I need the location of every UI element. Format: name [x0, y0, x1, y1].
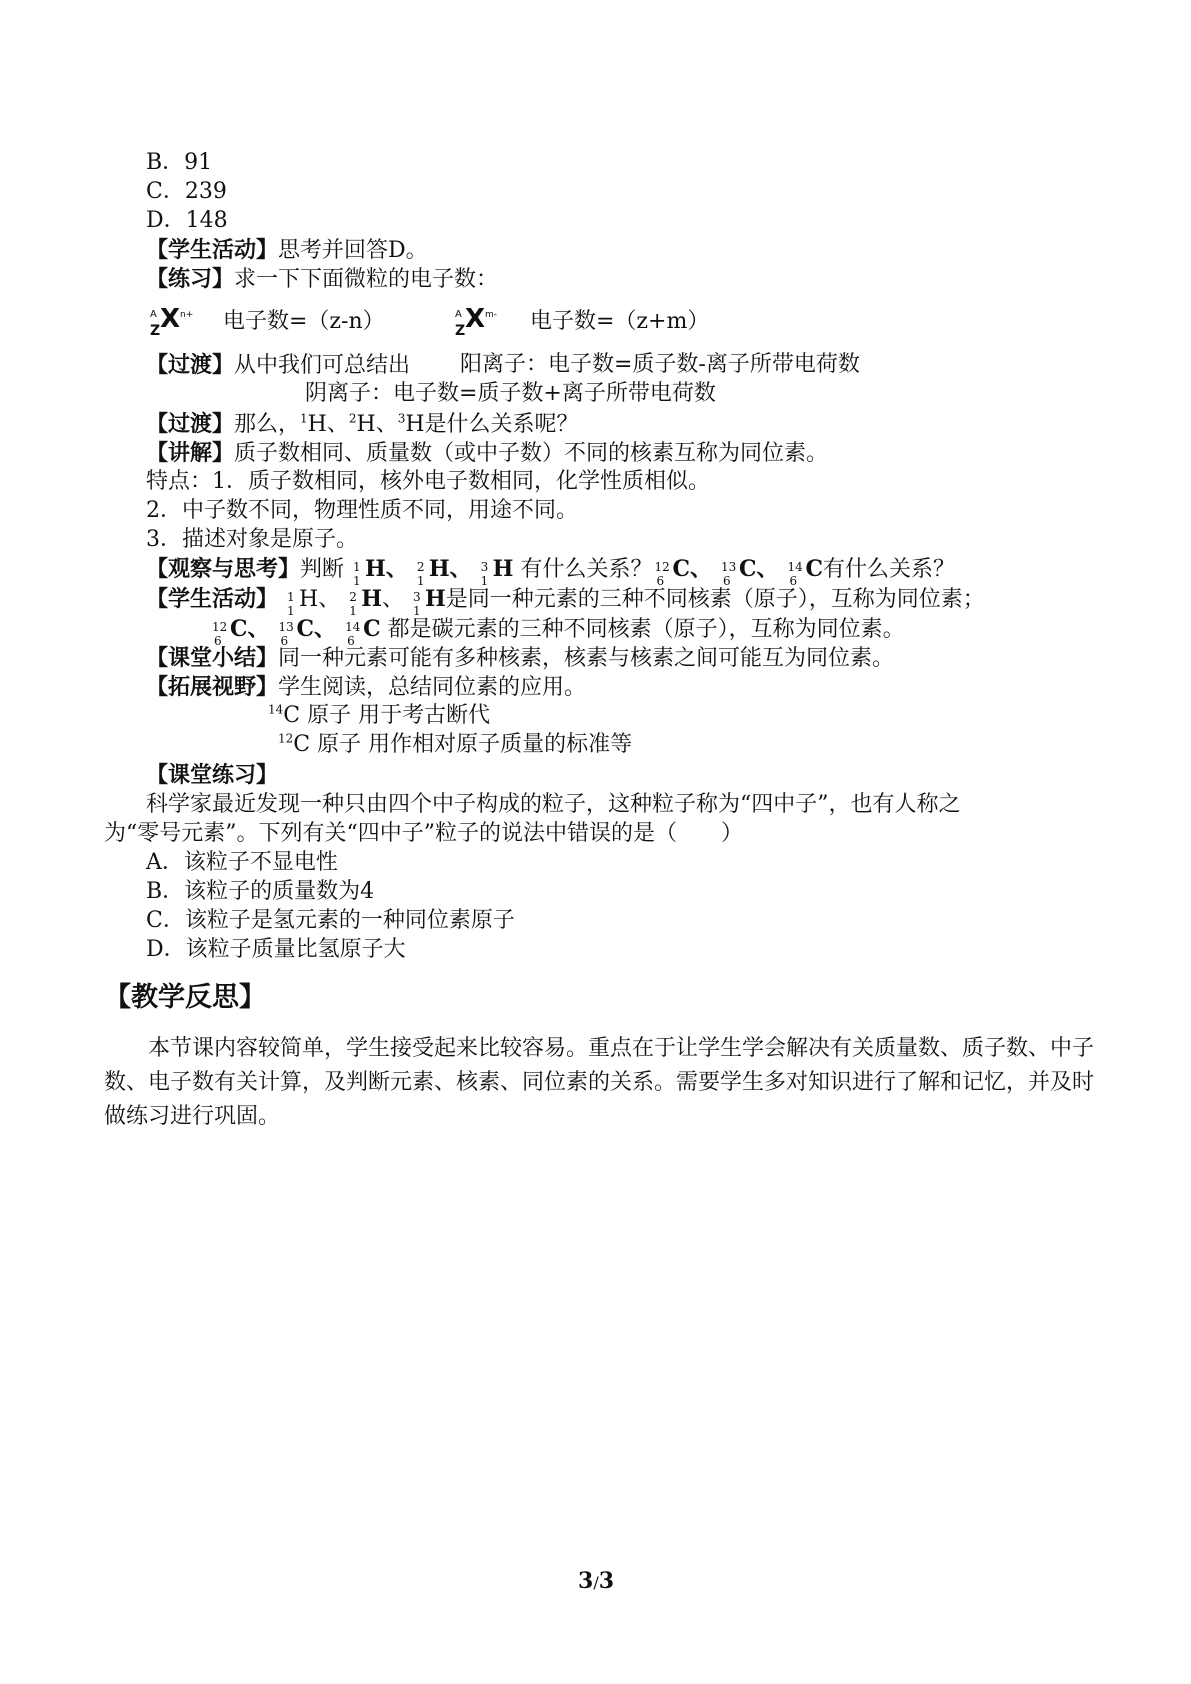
reflection-title: 【教学反思】 — [104, 982, 266, 1013]
element-symbol: X — [465, 304, 486, 334]
atomic-number: Z — [150, 323, 161, 339]
cation-electron-count: 电子数=（z-n） — [223, 309, 385, 334]
section-label: 【课堂小结】 — [146, 645, 279, 671]
feature-3: 3．描述对象是原子。 — [146, 527, 358, 552]
student-activity-2: 【学生活动】 1 1 H、 2 1 H、 3 1 H是同一种元素的三种不同核素（原子），互称为同位素； — [146, 586, 985, 618]
nuclide: 12 6 — [654, 560, 670, 588]
cation-formula — [150, 300, 194, 339]
section-label: 【过渡】 — [146, 352, 235, 378]
section-label: 【观察与思考】 — [146, 556, 301, 582]
section-text: 学生阅读，总结同位素的应用。 — [278, 675, 587, 700]
reflection-text: 本节课内容较简单，学生接受起来比较容易。重点在于让学生学会解决有关质量数、质子数、中子数、电子数有关计算，及判断元素、核素、同位素的关系。需要学生多对知识进行了解和记忆，并及时做练习进行巩固。 — [104, 1036, 1095, 1129]
section-text: 同一种元素可能有多种核素，核素与核素之间可能互为同位素。 — [278, 646, 895, 671]
section-label: 【拓展视野】 — [146, 674, 279, 700]
practice-label: 【课堂练习】 — [146, 762, 279, 788]
section-label: 【练习】 — [146, 266, 235, 292]
section-label: 【讲解】 — [146, 440, 235, 466]
transition-1 — [146, 350, 410, 381]
mass-number: A — [455, 309, 462, 320]
nuclide: 13 6 — [721, 560, 737, 588]
nuclide: 1 1 — [287, 590, 295, 618]
practice-question-2: 为“零号元素”。下列有关“四中子”粒子的说法中错误的是（ ） — [104, 821, 743, 846]
observe: 【观察与思考】判断 1 1 H、 2 1 H、 3 1 H 有什么关系？ 12 6 C、 13 6 C、 14 6 C有什么关系？ — [146, 556, 956, 588]
practice-option-b: B．该粒子的质量数为4 — [146, 879, 375, 904]
feature-1: 特点：1．质子数相同，核外电子数相同，化学性质相似。 — [146, 469, 710, 494]
expand-c14: $^{14}$C 原子 用于考古断代 — [268, 702, 491, 728]
nuclide: 12 6 — [212, 620, 228, 648]
formula-row — [150, 300, 385, 337]
nuclide: 1 1 — [353, 560, 361, 588]
expand-c12: $^{12}$C 原子 用作相对原子质量的标准等 — [278, 731, 633, 757]
charge: n+ — [180, 310, 194, 320]
section-label: 【过渡】 — [146, 411, 235, 437]
transition-2: 【过渡】那么，$^1$H、$^2$H、$^3$H是什么关系呢？ — [146, 411, 579, 437]
option-c: C．239 — [146, 179, 227, 204]
practice-option-c: C．该粒子是氢元素的一种同位素原子 — [146, 908, 515, 933]
element-symbol: X — [160, 304, 181, 334]
explain — [146, 438, 828, 469]
section-text: 质子数相同、质量数（或中子数）不同的核素互称为同位素。 — [234, 441, 829, 466]
atomic-number: Z — [455, 323, 466, 339]
option-b: B．91 — [146, 150, 213, 175]
option-d: D．148 — [146, 208, 228, 233]
practice-option-d: D．该粒子质量比氢原子大 — [146, 937, 406, 962]
mass-number: A — [150, 309, 157, 320]
expand — [146, 672, 586, 703]
anion-rule: 阴离子：电子数=质子数+离子所带电荷数 — [305, 381, 716, 406]
section-label: 【学生活动】 — [146, 237, 279, 263]
anion-formula — [455, 300, 499, 339]
nuclide: 14 6 — [345, 620, 361, 648]
nuclide: 2 1 — [349, 590, 357, 618]
nuclide: 3 1 — [413, 590, 421, 618]
summary — [146, 643, 894, 674]
student-activity-2-line2: 12 6 C、 13 6 C、 14 6 C 都是碳元素的三种不同核素（原子），互称为同位素。 — [212, 616, 905, 648]
anion-electron-count: 电子数=（z+m） — [530, 309, 710, 334]
nuclide: 3 1 — [480, 560, 489, 588]
section-text: 从中我们可总结出 — [234, 353, 411, 378]
section-text: 思考并回答D。 — [278, 238, 428, 263]
exercise — [146, 264, 498, 295]
student-activity-1 — [146, 235, 428, 266]
formula-row-2 — [455, 300, 709, 337]
page-number: 3/3 — [578, 1568, 615, 1594]
section-text: 求一下下面微粒的电子数： — [234, 267, 499, 292]
charge: m- — [485, 310, 498, 320]
nuclide: 13 6 — [278, 620, 294, 648]
section-label: 【学生活动】 — [146, 586, 279, 612]
nuclide: 14 6 — [787, 560, 803, 588]
practice-question-1: 科学家最近发现一种只由四个中子构成的粒子，这种粒子称为“四中子”，也有人称之 — [146, 792, 961, 817]
cation-rule: 阳离子：电子数=质子数-离子所带电荷数 — [460, 352, 860, 377]
nuclide: 2 1 — [416, 560, 425, 588]
practice-option-a: A．该粒子不显电性 — [146, 850, 338, 875]
feature-2: 2．中子数不同，物理性质不同，用途不同。 — [146, 498, 578, 523]
